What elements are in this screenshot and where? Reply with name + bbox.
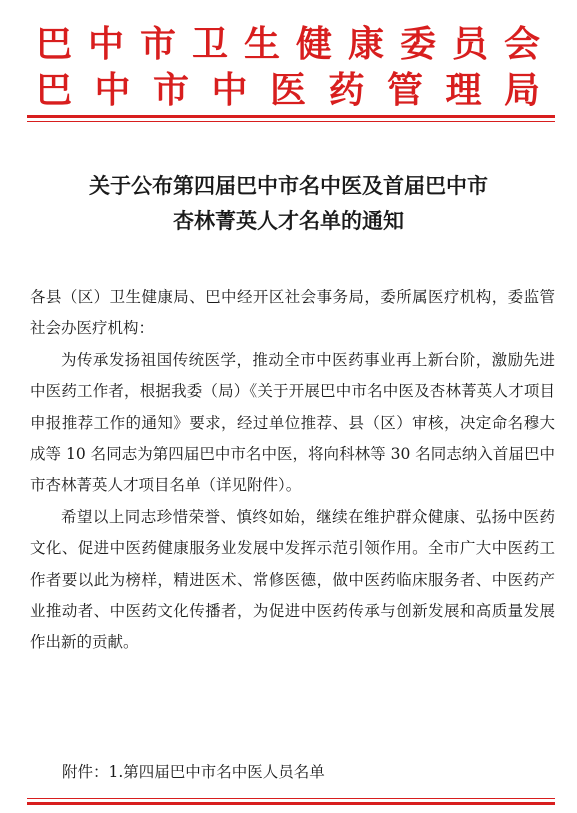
document-title-line-2: 杏林菁英人才名单的通知 [173, 208, 404, 233]
footer-rule-thin [27, 798, 555, 799]
letterhead [36, 22, 552, 114]
document-title [0, 168, 577, 238]
document-title-line-1: 关于公布第四届巴中市名中医及首届巴中市 [89, 173, 488, 198]
footer-rule-thick [27, 802, 555, 805]
body-paragraph-2: 希望以上同志珍惜荣誉、慎终如始，继续在维护群众健康、弘扬中医药文化、促进中医药健康服务业发展中发挥示范引领作用。全市广大中医药工作者要以此为榜样，精进医术、常修医德，做中医药临床服务者、中医药产业推动者、中医药文化传播者，为促进中医药传承与创新发展和高质量发展作出新的贡献。 [30, 507, 555, 652]
document-body [30, 282, 555, 659]
body-paragraph-1: 为传承发扬祖国传统医学，推动全市中医药事业再上新台阶，激励先进中医药工作者，根据我委（局）《关于开展巴中市名中医及杏林菁英人才项目申报推荐工作的通知》要求，经过单位推荐、县（区）审核，决定命名穆大成等 10 名同志为第四届巴中市名中医，将向科林等 30 名同志纳入首届巴中市杏林菁英人才项目名单（详见附件）。 [30, 350, 555, 495]
letterhead-org-1: 巴中市卫生健康委员会 [36, 24, 552, 65]
salutation: 各县（区）卫生健康局、巴中经开区社会事务局，委所属医疗机构，委监管社会办医疗机构： [30, 288, 555, 338]
letterhead-rule-thick [27, 115, 555, 118]
letterhead-org-2: 巴中市中医药管理局 [36, 70, 552, 111]
letterhead-rule-thin [27, 121, 555, 122]
attachment-list: 附件：1.第四届巴中市名中医人员名单 [62, 763, 325, 781]
